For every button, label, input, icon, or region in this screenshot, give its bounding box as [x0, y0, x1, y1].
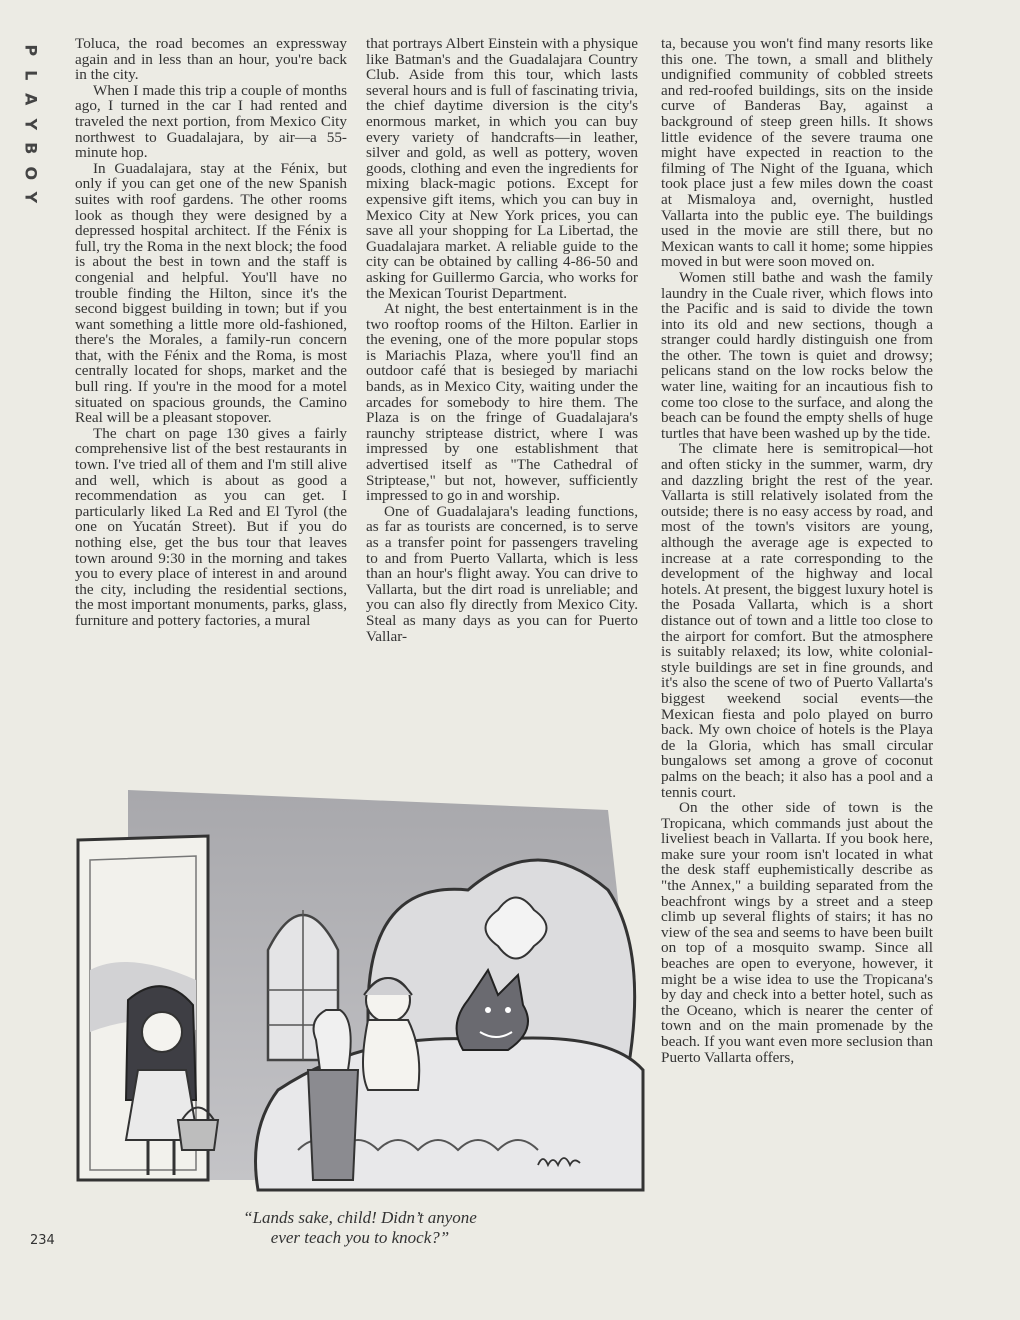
caption-line-1: “Lands sake, child! Didn’t anyone: [243, 1208, 477, 1227]
child-face: [142, 1012, 182, 1052]
water-jug: [314, 1010, 351, 1070]
magazine-masthead: [22, 38, 52, 210]
article-paragraph: The chart on page 130 gives a fairly comprehensive list of the best restaurants in town. I've tried all of them and I'm still alive and well, which is about as good a recommendation as you can get. I particularly liked La Red and El Tyrol (the one on Yucatán Street). But if you do nothing else, get the bus tour that leaves town around 9:30 in the morning and takes you to every place of interest in and around the city, including the residential sections, the most important monuments, parks, glass, furniture and pottery factories, a mural: [75, 424, 347, 629]
article-paragraph: On the other side of town is the Tropicana, which commands just about the liveliest beach in Vallarta. If you book here, make sure your room isn't located in what the desk staff euphemistically describe as "the Annex," a building separated from the beachfront wings by a street and a steep climb up several flights of stairs; it has no view of the sea and seems to have been built on top of a mosquito swamp. Since all beaches are open to everyone, however, it might be a wise idea to use the Tropicana's by day and check into a better hotel, such as the Oceano, which is nearer the center of town and on the main promenade by the beach. If you want even more seclusion than Puerto Vallarta offers,: [661, 799, 933, 1066]
article-paragraph: In Guadalajara, stay at the Fénix, but only if you can get one of the new Spanish suites with roof gardens. The other rooms look as though they were designed by a depressed hospital architect. If the Fénix is full, try the Roma in the next block; the food is about the best in town and the staff is congenial and helpful. You'll have no trouble finding the Hilton, since it's the second biggest building in town; but if you want something a little more old-fashioned, there's the Morales, a family-run concern that, with the Fénix and the Roma, is most centrally located for shops, market and the bull ring. If you're in the mood for a motel situated on spacious grounds, the Camino Real will be a pleasant stopover.: [75, 159, 347, 427]
article-paragraph: Toluca, the road becomes an expressway again and in less than an hour, you're back in the city.: [75, 35, 347, 84]
masthead-letter: B: [21, 142, 41, 155]
masthead-letter: Y: [21, 191, 41, 204]
article-paragraph: ta, because you won't find many resorts like this one. The town, a small and blithely undignified community of cobbled streets and red-roofed buildings, sits on the inside curve of Banderas Bay, against a background of steep green hills. It shows little evidence of the severe trauma one might have expected in reaction to the filming of The Night of the Iguana, which took place just a few miles down the coast at Mismaloya and, overnight, hustled Vallarta into the public eye. The buildings used in the movie are still there, but no Mexican wants to call it home; some hippies moved in but were soon moved on.: [661, 35, 933, 271]
article-column-2: [366, 36, 638, 644]
masthead-letter: O: [21, 165, 41, 180]
article-paragraph: Women still bathe and wash the family laundry in the Cuale river, which flows into the Pacific and is said to divide the town into its old and new sections, though a stranger could hardly distinguish one from the other. The town is quiet and drowsy; pelicans stand on the low rocks below the water line, waiting for an incautious fish to come too close to the surface, and along the beach can be found the empty shells of huge turtles that have been washed up by the tide.: [661, 268, 933, 442]
caption-line-2: ever teach you to knock?”: [270, 1228, 450, 1247]
article-paragraph: that portrays Albert Einstein with a physique like Batman's and the Guadalajara Country Club. Aside from this tour, which lasts several hours and is full of fascinating trivia, the chief daytime diversion is the city's enormous market, in which you can buy every variety of handcrafts—in leather, silver and gold, as well as pottery, woven goods, clothing and even the ingredients for mixing black-magic potions. Except for expensive gift items, which you can buy in Mexico City at New York prices, you can save all your shopping for La Libertad, the Guadalajara market. A reliable guide to the city can be obtained by calling 4-86-50 and asking for Guillermo Garcia, who works for the Mexican Tourist Department.: [366, 35, 638, 302]
masthead-letter: P: [21, 44, 41, 57]
article-paragraph: At night, the best entertainment is in the two rooftop rooms of the Hilton. Earlier in the evening, one of the more popular stops is Mariachis Plaza, where you'll find an outdoor café that is besieged by mariachi bands, as in Mexico City, waiting under the arcades for somebody to hire them. The Plaza is on the fringe of Guadalajara's raunchy striptease district, where I was impressed by one establishment that advertised itself as "The Cathedral of Striptease," but not, however, sufficiently impressed to go in and worship.: [366, 300, 638, 505]
page-number: 234: [30, 1233, 55, 1248]
article-column-1: [75, 36, 347, 629]
masthead-letter: L: [21, 69, 41, 80]
cartoon-illustration: [68, 770, 648, 1200]
bedside-table: [308, 1070, 358, 1180]
masthead-letter: A: [21, 93, 41, 106]
article-paragraph: One of Guadalajara's leading functions, as far as tourists are concerned, is to serve as a transfer point for passengers traveling to and from Puerto Vallarta, which is less than an hour's flight away. You can drive to Vallarta, but the dirt road is unreliable; and you can also fly directly from Mexico City. Steal as many days as you can for Puerto Vallar-: [366, 502, 638, 645]
basket: [178, 1120, 218, 1150]
masthead-letter: Y: [21, 117, 41, 130]
article-paragraph: When I made this trip a couple of months ago, I turned in the car I had rented and traveled the next portion, from Mexico City northwest to Guadalajara, by air—a 55-minute hop.: [75, 81, 347, 162]
article-column-3: [661, 36, 933, 1065]
article-paragraph: The climate here is semitropical—hot and often sticky in the summer, warm, dry and dazzling bright the rest of the year. Vallarta is still relatively isolated from the outside; there is no easy access by road, and most of the town's visitors are young, although the average age is expected to increase at a rate corresponding to the development of the highway and local hotels. At present, the biggest luxury hotel is the Posada Vallarta, which is a short distance out of town and a little too close to the airport for comfort. But the atmosphere is suitably relaxed; its low, white colonial-style buildings are set in fine grounds, and it's also the scene of two of Puerto Vallarta's biggest weekend social events—the Mexican fiesta and polo played on burro back. My own choice of hotels is the Playa de la Gloria, which has small circular bungalows set among a grove of coconut palms on the beach; it also has a pool and a tennis court.: [661, 440, 933, 801]
cartoon-caption: [160, 1208, 560, 1248]
